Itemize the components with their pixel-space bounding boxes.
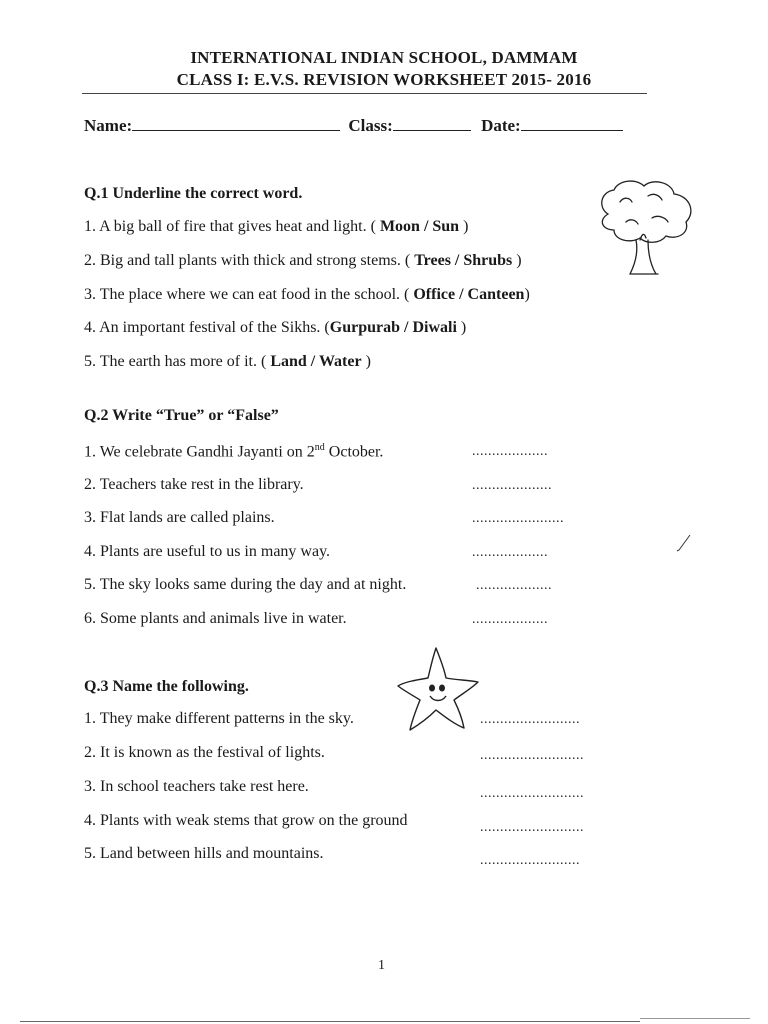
q1-item: 1. A big ball of fire that gives heat and light. ( Moon / Sun ): [84, 218, 469, 235]
star-icon: [392, 644, 482, 734]
answer-blank[interactable]: ...................: [472, 545, 548, 560]
bottom-divider: [20, 1021, 640, 1022]
q1-item: 4. An important festival of the Sikhs. (Gurpurab / Diwali ): [84, 319, 467, 336]
class-label: Class:: [348, 116, 393, 135]
answer-blank[interactable]: ..........................: [480, 820, 584, 835]
q1-options: Gurpurab / Diwali: [329, 319, 457, 336]
answer-blank[interactable]: .......................: [472, 511, 564, 526]
answer-blank[interactable]: ...................: [472, 612, 548, 627]
answer-blank[interactable]: .........................: [480, 853, 580, 868]
page-number: 1: [378, 958, 385, 973]
q2-item: 2. Teachers take rest in the library.: [84, 476, 304, 493]
q3-item: 2. It is known as the festival of lights.: [84, 744, 325, 761]
worksheet-title: CLASS I: E.V.S. REVISION WORKSHEET 2015- 2016: [176, 70, 592, 89]
q2-item: 5. The sky looks same during the day and at night.: [84, 576, 407, 593]
answer-blank[interactable]: ..........................: [480, 748, 584, 763]
pen-mark-icon: [676, 534, 692, 554]
q1-item: 3. The place where we can eat food in the school. ( Office / Canteen): [84, 286, 530, 303]
q3-title: Q.3 Name the following.: [84, 678, 249, 695]
bottom-divider: [640, 1018, 750, 1019]
tree-icon: [590, 178, 702, 278]
date-field[interactable]: [521, 116, 623, 131]
q1-title: Q.1 Underline the correct word.: [84, 185, 303, 202]
q1-item: 5. The earth has more of it. ( Land / Water ): [84, 353, 371, 370]
q3-item: 1. They make different patterns in the sky.: [84, 710, 354, 727]
answer-blank[interactable]: ...................: [472, 444, 548, 459]
date-label: Date:: [481, 116, 521, 135]
header-divider: [82, 93, 647, 94]
q1-options: Land / Water: [270, 353, 362, 370]
q1-options: Trees / Shrubs: [414, 252, 513, 269]
q1-item: 2. Big and tall plants with thick and strong stems. ( Trees / Shrubs ): [84, 252, 522, 269]
q2-item: 3. Flat lands are called plains.: [84, 509, 275, 526]
name-field[interactable]: [132, 116, 340, 131]
q3-item: 5. Land between hills and mountains.: [84, 845, 324, 862]
name-label: Name:: [84, 116, 133, 135]
q1-options: Moon / Sun: [379, 218, 460, 235]
student-info-row: [84, 116, 623, 136]
q2-title: Q.2 Write “True” or “False”: [84, 407, 279, 424]
class-field[interactable]: [393, 116, 471, 131]
q2-item: 6. Some plants and animals live in water.: [84, 610, 347, 627]
answer-blank[interactable]: ....................: [472, 478, 552, 493]
q3-item: 4. Plants with weak stems that grow on the ground: [84, 812, 408, 829]
q3-item: 3. In school teachers take rest here.: [84, 778, 309, 795]
q2-item: 1. We celebrate Gandhi Jayanti on 2nd October.: [84, 442, 384, 461]
school-name: INTERNATIONAL INDIAN SCHOOL, DAMMAM: [190, 48, 578, 67]
answer-blank[interactable]: ...................: [476, 578, 552, 593]
answer-blank[interactable]: ..........................: [480, 786, 584, 801]
answer-blank[interactable]: .........................: [480, 712, 580, 727]
q2-item: 4. Plants are useful to us in many way.: [84, 543, 331, 560]
q1-options: Office / Canteen: [413, 286, 525, 303]
